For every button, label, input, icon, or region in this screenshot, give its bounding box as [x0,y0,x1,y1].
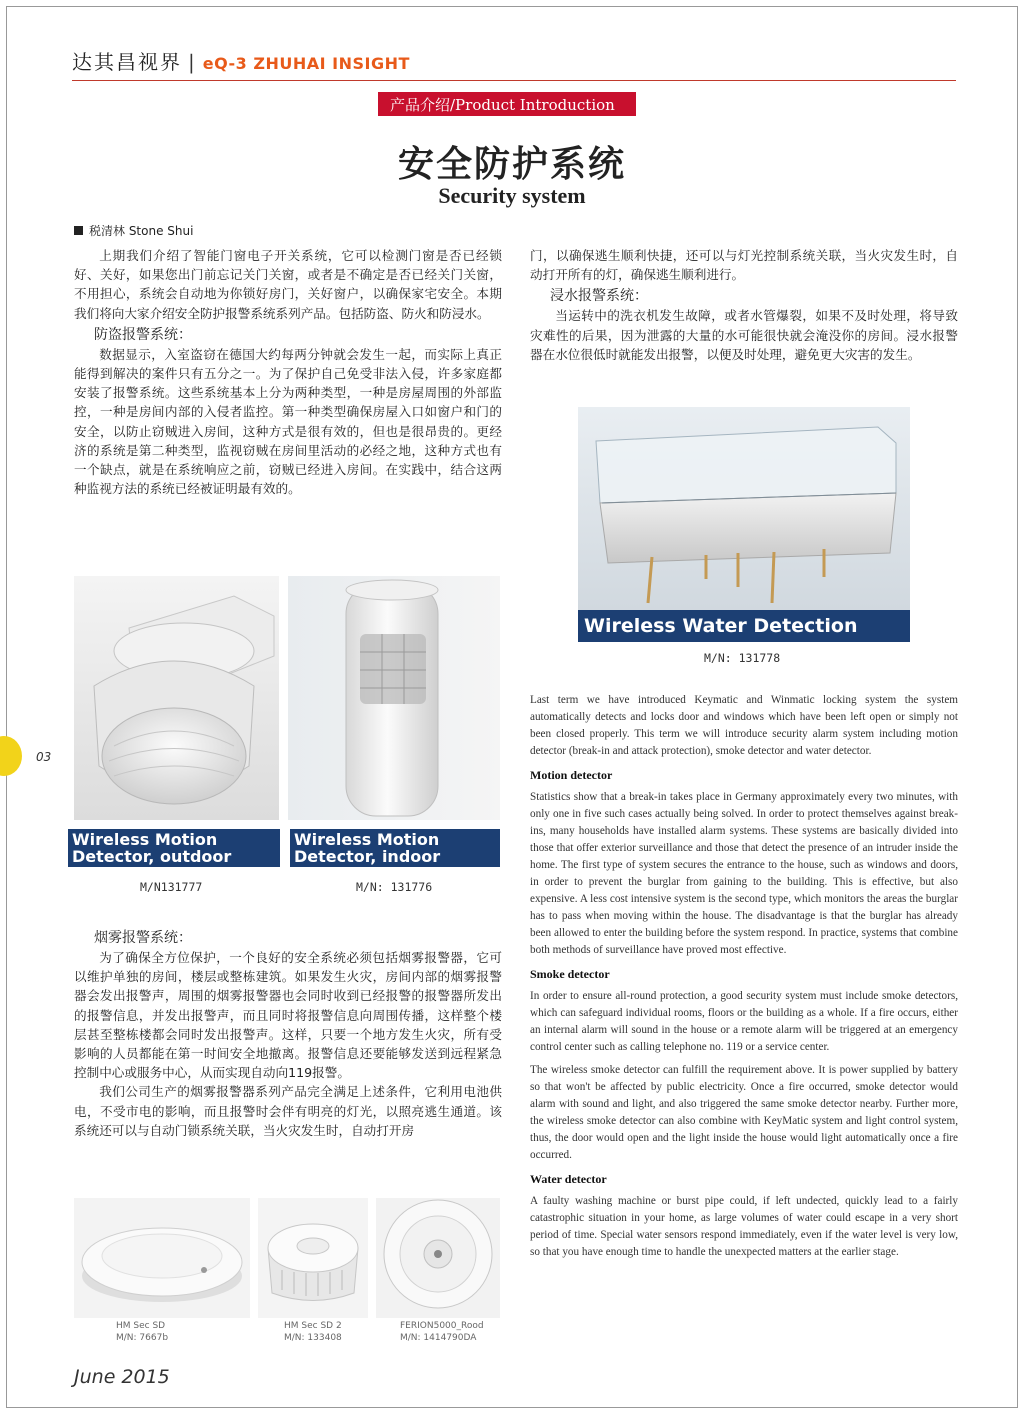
smoke-3-caption [400,1320,484,1344]
english-column [530,692,958,1267]
author-line [74,222,193,239]
masthead [72,46,410,75]
masthead-cn: 达其昌视界 [72,50,182,74]
smoke-2-name: HM Sec SD 2 [284,1321,342,1331]
english-motion-heading: Motion detector [530,768,613,782]
water-sensor-icon [578,407,910,641]
english-smoke-heading: Smoke detector [530,967,610,981]
article-title-cn: 安全防护系统 [397,143,626,185]
intro-cn: 上期我们介绍了智能门窗电子开关系统，它可以检测门窗是否已经锁好、关好，如果您出门前忘记关门关窗，或者是不确定是否已经关门关窗，不用担心，系统会自动地为你锁好房门，关好窗户，以确保家宅安全。本期我们将向大家介绍安全防护报警系统系列产品。包括防盗、防火和防浸水。 [74,248,502,321]
smoke-2-model: M/N: 133408 [284,1333,342,1343]
motion-outdoor-caption: Wireless Motion Detector, outdoor [68,829,280,867]
header-rule [72,80,956,81]
masthead-separator: | [188,50,197,74]
smoke-1-caption [116,1320,168,1344]
smoke-detector-photo-1 [74,1198,250,1318]
english-intro: Last term we have introduced Keymatic and Winmatic locking system the system automatically detects and locks door and windows which have been left open or simply not been closed properly. This term we will introduce security alarm system including motion detector (break-in and attack protection), smoke detector and water detector. [530,694,958,757]
smoke-text-cn-2: 我们公司生产的烟雾报警器系列产品完全满足上述条件，它利用电池供电，不受市电的影响，而且报警时会伴有明亮的灯光，以照亮逃生通道。该系统还可以与自动门锁系统关联，当火灾发生时，自动打开房 [74,1084,502,1138]
english-motion-text: Statistics show that a break-in takes place in Germany approximately every two minutes, with only one in five such cases actually being solved. In order to protect themselves against break-ins, many households have installed alarm systems. These systems are basically divided into those that offer exterior surveillance and those that detect the presence of an intruder inside the home. The first type of system secures the entrance to the house, such as windows and doors, in order to prevent the burglar from gaining to the building. This is effective, but also expensive. A less cost intensive system is the second type, which monitors the areas the burglar has to pass when moving within the house. The disadvantage is that the burglar has already been allowed to enter the building before the system respond. In practice, systems that combine both methods of surveillance have proved most effective. [530,791,958,956]
issue-date: June 2015 [74,1366,170,1388]
smoke-1-name: HM Sec SD [116,1321,166,1331]
smoke-3-name: FERION5000_Rood [400,1321,484,1331]
motion-outdoor-model: M/N131777 [140,880,203,894]
motion-indoor-caption: Wireless Motion Detector, indoor [290,829,500,867]
english-water-text: A faulty washing machine or burst pipe could, if left undected, quickly lead to a fairly catastrophic situation in your home, as large volumes of water could escape in a very short period of time. Special water sensors respond immediately, even if the water level is very low, so that you have enough time to handle the unexpected matters at the earlier stage. [530,1195,958,1258]
smoke-text-cn-continued: 门，以确保逃生顺利快捷，还可以与灯光控制系统关联，当火灾发生时，自动打开所有的灯，确保逃生顺利进行。 [530,248,958,283]
motion-text-cn: 数据显示，入室盗窃在德国大约每两分钟就会发生一起，而实际上真正能得到解决的案件只有五分之一。为了保护自己免受非法入侵，许多家庭都安装了报警系统。这些系统基本上分为两种类型，一种是房屋周围的外部监控，一种是房间内部的入侵者监控。第一种类型确保房屋入口如窗户和门的安全，以防止窃贼进入房间，这种方式是很有效的，但也是很昂贵的。更经济的系统是第二种类型，监视窃贼在房间里活动的必经之地，这种方式也有一个缺点，就是在系统响应之前，窃贼已经进入房间。在实践中，结合这两种监视方法的系统已经被证明最有效的。 [74,346,502,497]
water-sensor-photo [578,407,910,641]
english-smoke-text-1: In order to ensure all-round protection, a good security system must include smoke detectors, which can safeguard individual rooms, floors or the building as a whole. If a fire occurs, either an internal alarm will sound in the house or a remote alarm will be triggered at an emergency control center such as calling telephone no. 119 or a service center. [530,990,958,1053]
english-smoke-text-2: The wireless smoke detector can fulfill the requirement above. It is power supplied by battery so that won't be affected by public electricity. Once a fire occurred, smoke detector would alarm with sound and light, and also triggered the same smoke detector nearby. Further more, the wireless smoke detector can also combine with KeyMatic system and light control system, thus, the door would open and the light inside the house would light automatically once a fire occurred. [530,1064,958,1161]
article-title-en: Security system [438,183,586,208]
motion-indoor-photo [288,576,500,820]
water-text-cn: 当运转中的洗衣机发生故障，或者水管爆裂，如果不及时处理，将导致灾难性的后果，因为泄露的大量的水可能很快就会淹没你的房间。浸水报警器在水位很低时就能发出报警，以便及时处理，避免更大灾害的发生。 [530,308,958,362]
chinese-column-left-top [74,246,502,498]
water-sensor-caption: Wireless Water Detection Sensor [578,610,910,642]
smoke-heading-cn: 烟雾报警系统： [94,930,192,946]
smoke-detector-photo-3 [376,1198,500,1318]
section-tag: 产品介绍/Product Introduction [378,92,636,116]
water-heading-cn: 浸水报警系统： [550,288,648,305]
motion-indoor-model: M/N: 131776 [356,880,433,894]
page-number: 03 [36,750,52,764]
smoke-detector-icon [74,1198,250,1318]
smoke-2-caption [284,1320,342,1344]
smoke-1-model: M/N: 7667b [116,1333,169,1343]
author-name: 税清林 Stone Shui [89,224,194,238]
water-sensor-model: M/N: 131778 [704,651,781,665]
smoke-detector-icon [258,1198,368,1318]
chinese-column-right [530,246,958,364]
chinese-column-left-bottom [74,926,502,1140]
brand-name: eQ-3 ZHUHAI INSIGHT [202,54,410,73]
smoke-text-cn-1: 为了确保全方位保护，一个良好的安全系统必须包括烟雾报警器，它可以维护单独的房间，楼层或整栋建筑。如果发生火灾，房间内部的烟雾报警器会发出报警声，周围的烟雾报警器也会同时收到已经报警的报警器所发出的报警信息，并发出报警声，而且同时将报警信息向周围传播，这样整个楼层甚至整栋楼都会同时发出报警声。这样，只要一个地方发生火灾，所有受影响的人员都能在第一时间安全地撤离。报警信息还要能够发送到远程紧急控制中心或服务中心，从而实现自动向119报警。 [74,950,502,1081]
english-water-heading: Water detector [530,1172,607,1186]
bullet-square-icon [74,226,83,235]
motion-outdoor-photo [74,576,279,820]
motion-heading-cn: 防盗报警系统： [94,326,192,343]
motion-detector-indoor-icon [288,576,500,820]
smoke-3-model: M/N: 1414790DA [400,1333,477,1343]
motion-detector-outdoor-icon [74,576,279,820]
smoke-detector-photo-2 [258,1198,368,1318]
smoke-detector-icon [376,1198,500,1318]
